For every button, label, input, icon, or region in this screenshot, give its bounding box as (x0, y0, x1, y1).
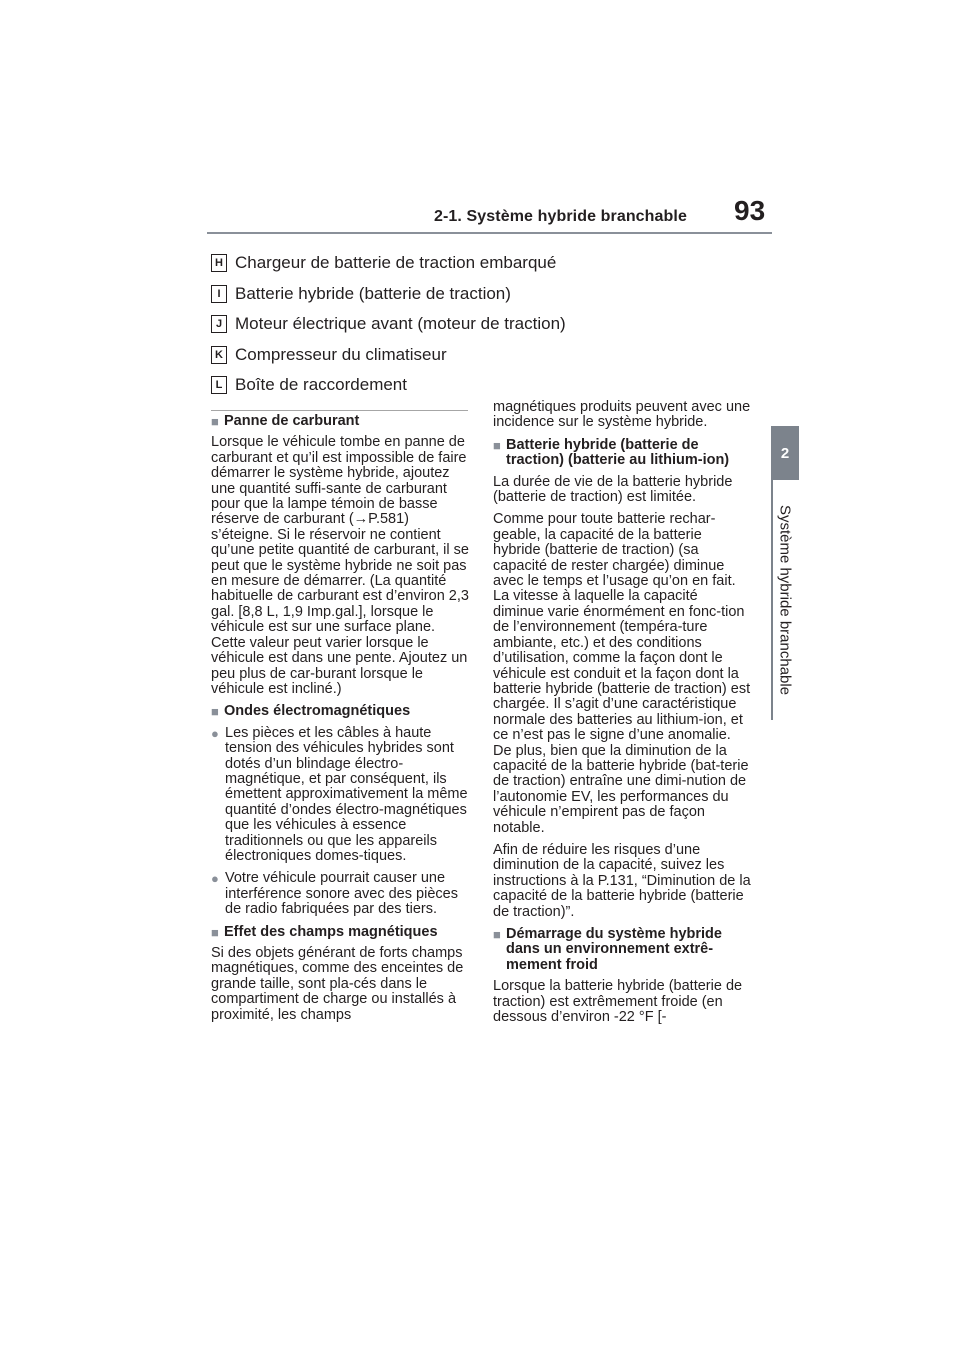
paragraph: Afin de réduire les risques d’une diminution de la capacité, suivez les instructions à la P.131, “Diminution de la capacité de la batterie hybride (batterie de traction)”. (493, 841, 751, 920)
section-heading-text: Batterie hybride (batterie de traction) (batterie au lithium-ion) (506, 436, 730, 469)
legend-text: Moteur électrique avant (moteur de traction) (235, 314, 566, 334)
legend-item (211, 248, 566, 279)
square-bullet-icon: ■ (211, 414, 219, 429)
legend-key-badge: J (211, 315, 227, 333)
legend-key-badge: H (211, 254, 227, 272)
bullet-item (211, 871, 469, 917)
paragraph: Si des objets générant de forts champs magnétiques, comme des enceintes de grande taille, sont pla-cés dans le compartiment de charge ou installés à proximité, les champs (211, 945, 464, 1023)
paragraph: magnétiques produits peuvent avec une incidence sur le système hybride. (493, 399, 751, 431)
bullet-text: Votre véhicule pourrait causer une interférence sonore avec des pièces de radio fabriquées par des tiers. (225, 870, 458, 918)
section-heading (211, 925, 469, 940)
bullet-item (211, 726, 469, 865)
right-column (493, 400, 751, 1032)
legend-item (211, 309, 566, 340)
section-heading-text: Panne de carburant (224, 413, 360, 429)
section-title: 2-1. Système hybride branchable (434, 208, 687, 225)
section-heading (493, 927, 751, 973)
square-bullet-icon: ■ (493, 927, 501, 942)
circle-bullet-icon: ● (211, 871, 219, 887)
paragraph: La durée de vie de la batterie hybride (batterie de traction) est limitée. (493, 473, 733, 506)
column-divider (211, 410, 468, 411)
paragraph: Comme pour toute batterie rechar-geable, la capacité de la batterie hybride (batterie de traction) (sa capacité de rester chargée) diminue avec le temps et l’usage qu’on en fait. La vitesse à laquelle la capacité diminue varie énormément en fonc-tion de l’environnement (tempéra-ture ambiante, etc.) et des conditions d’utilisation, comme la façon dont le véhicule est conduit et la façon dont la batterie hybride (batterie de traction) est chargée. Il s’agit d’une caractéristique normale des batteries au lithium-ion, et ce n’est pas le signe d’une anomalie. De plus, bien que la diminution de la capacité de la batterie hybride (bat-terie de traction) entraîne une dimi-nution de l’autonomie EV, les performances du véhicule n’empirent pas de façon notable. (493, 511, 751, 836)
legend-key-badge: K (211, 346, 227, 364)
chapter-title: Système hybride branchable (776, 504, 794, 696)
section-heading-text: Ondes électromagnétiques (224, 703, 411, 720)
bullet-text: Les pièces et les câbles à haute tension des véhicules hybrides sont dotés d’un blindage électro-magnétique, et par conséquent, ils émettent approximativement la même quantité d’ondes électro-magnétiques que les véhicules à essence traditionnels ou que les appareils électroniques domes-tiques. (225, 724, 468, 864)
legend-key-badge: L (211, 376, 227, 394)
section-heading (493, 438, 751, 469)
section-heading-text: Démarrage du système hybride dans un environnement extrê-mement froid (506, 926, 722, 973)
square-bullet-icon: ■ (493, 437, 501, 453)
legend-text: Compresseur du climatiseur (235, 344, 447, 364)
paragraph: Lorsque la batterie hybride (batterie de traction) est extrêmement froide (en dessous d’environ -22 °F [- (493, 978, 743, 1026)
square-bullet-icon: ■ (211, 704, 219, 720)
section-heading-text: Effet des champs magnétiques (224, 923, 438, 940)
chapter-number: 2 (780, 444, 790, 462)
legend-item (211, 279, 566, 310)
legend-text: Boîte de raccordement (235, 375, 407, 395)
header-divider (207, 232, 772, 234)
paragraph: Lorsque le véhicule tombe en panne de carburant et qu’il est impossible de faire démarrer le système hybride, ajoutez une quantité suffi-sante de carburant pour que la lampe témoin de basse réserve de carburant (→P.581) s’éteigne. Si le réservoir ne contient qu’une petite quantité de carburant, il se peut que le système hybride ne soit pas en mesure de démarrer. (La quantité habituelle de carburant est d’environ 2,3 gal. [8,8 L, 1,9 Imp.gal.], lorsque le véhicule est sur une surface plane. Cette valeur peut varier lorsque le véhicule est dans une pente. Ajoutez un peu plus de car-burant lorsque le véhicule est incliné.) (211, 434, 469, 697)
left-column (211, 414, 469, 1030)
legend-item (211, 340, 566, 371)
section-heading (211, 704, 469, 719)
component-legend (211, 248, 566, 401)
page-number: 93 (734, 195, 766, 226)
circle-bullet-icon: ● (211, 725, 219, 741)
chapter-tab (771, 426, 799, 480)
square-bullet-icon: ■ (211, 924, 219, 940)
legend-text: Batterie hybride (batterie de traction) (235, 283, 511, 303)
legend-text: Chargeur de batterie de traction embarqué (235, 253, 557, 273)
legend-item (211, 370, 566, 401)
section-heading (211, 414, 469, 429)
legend-key-badge: I (211, 285, 227, 303)
